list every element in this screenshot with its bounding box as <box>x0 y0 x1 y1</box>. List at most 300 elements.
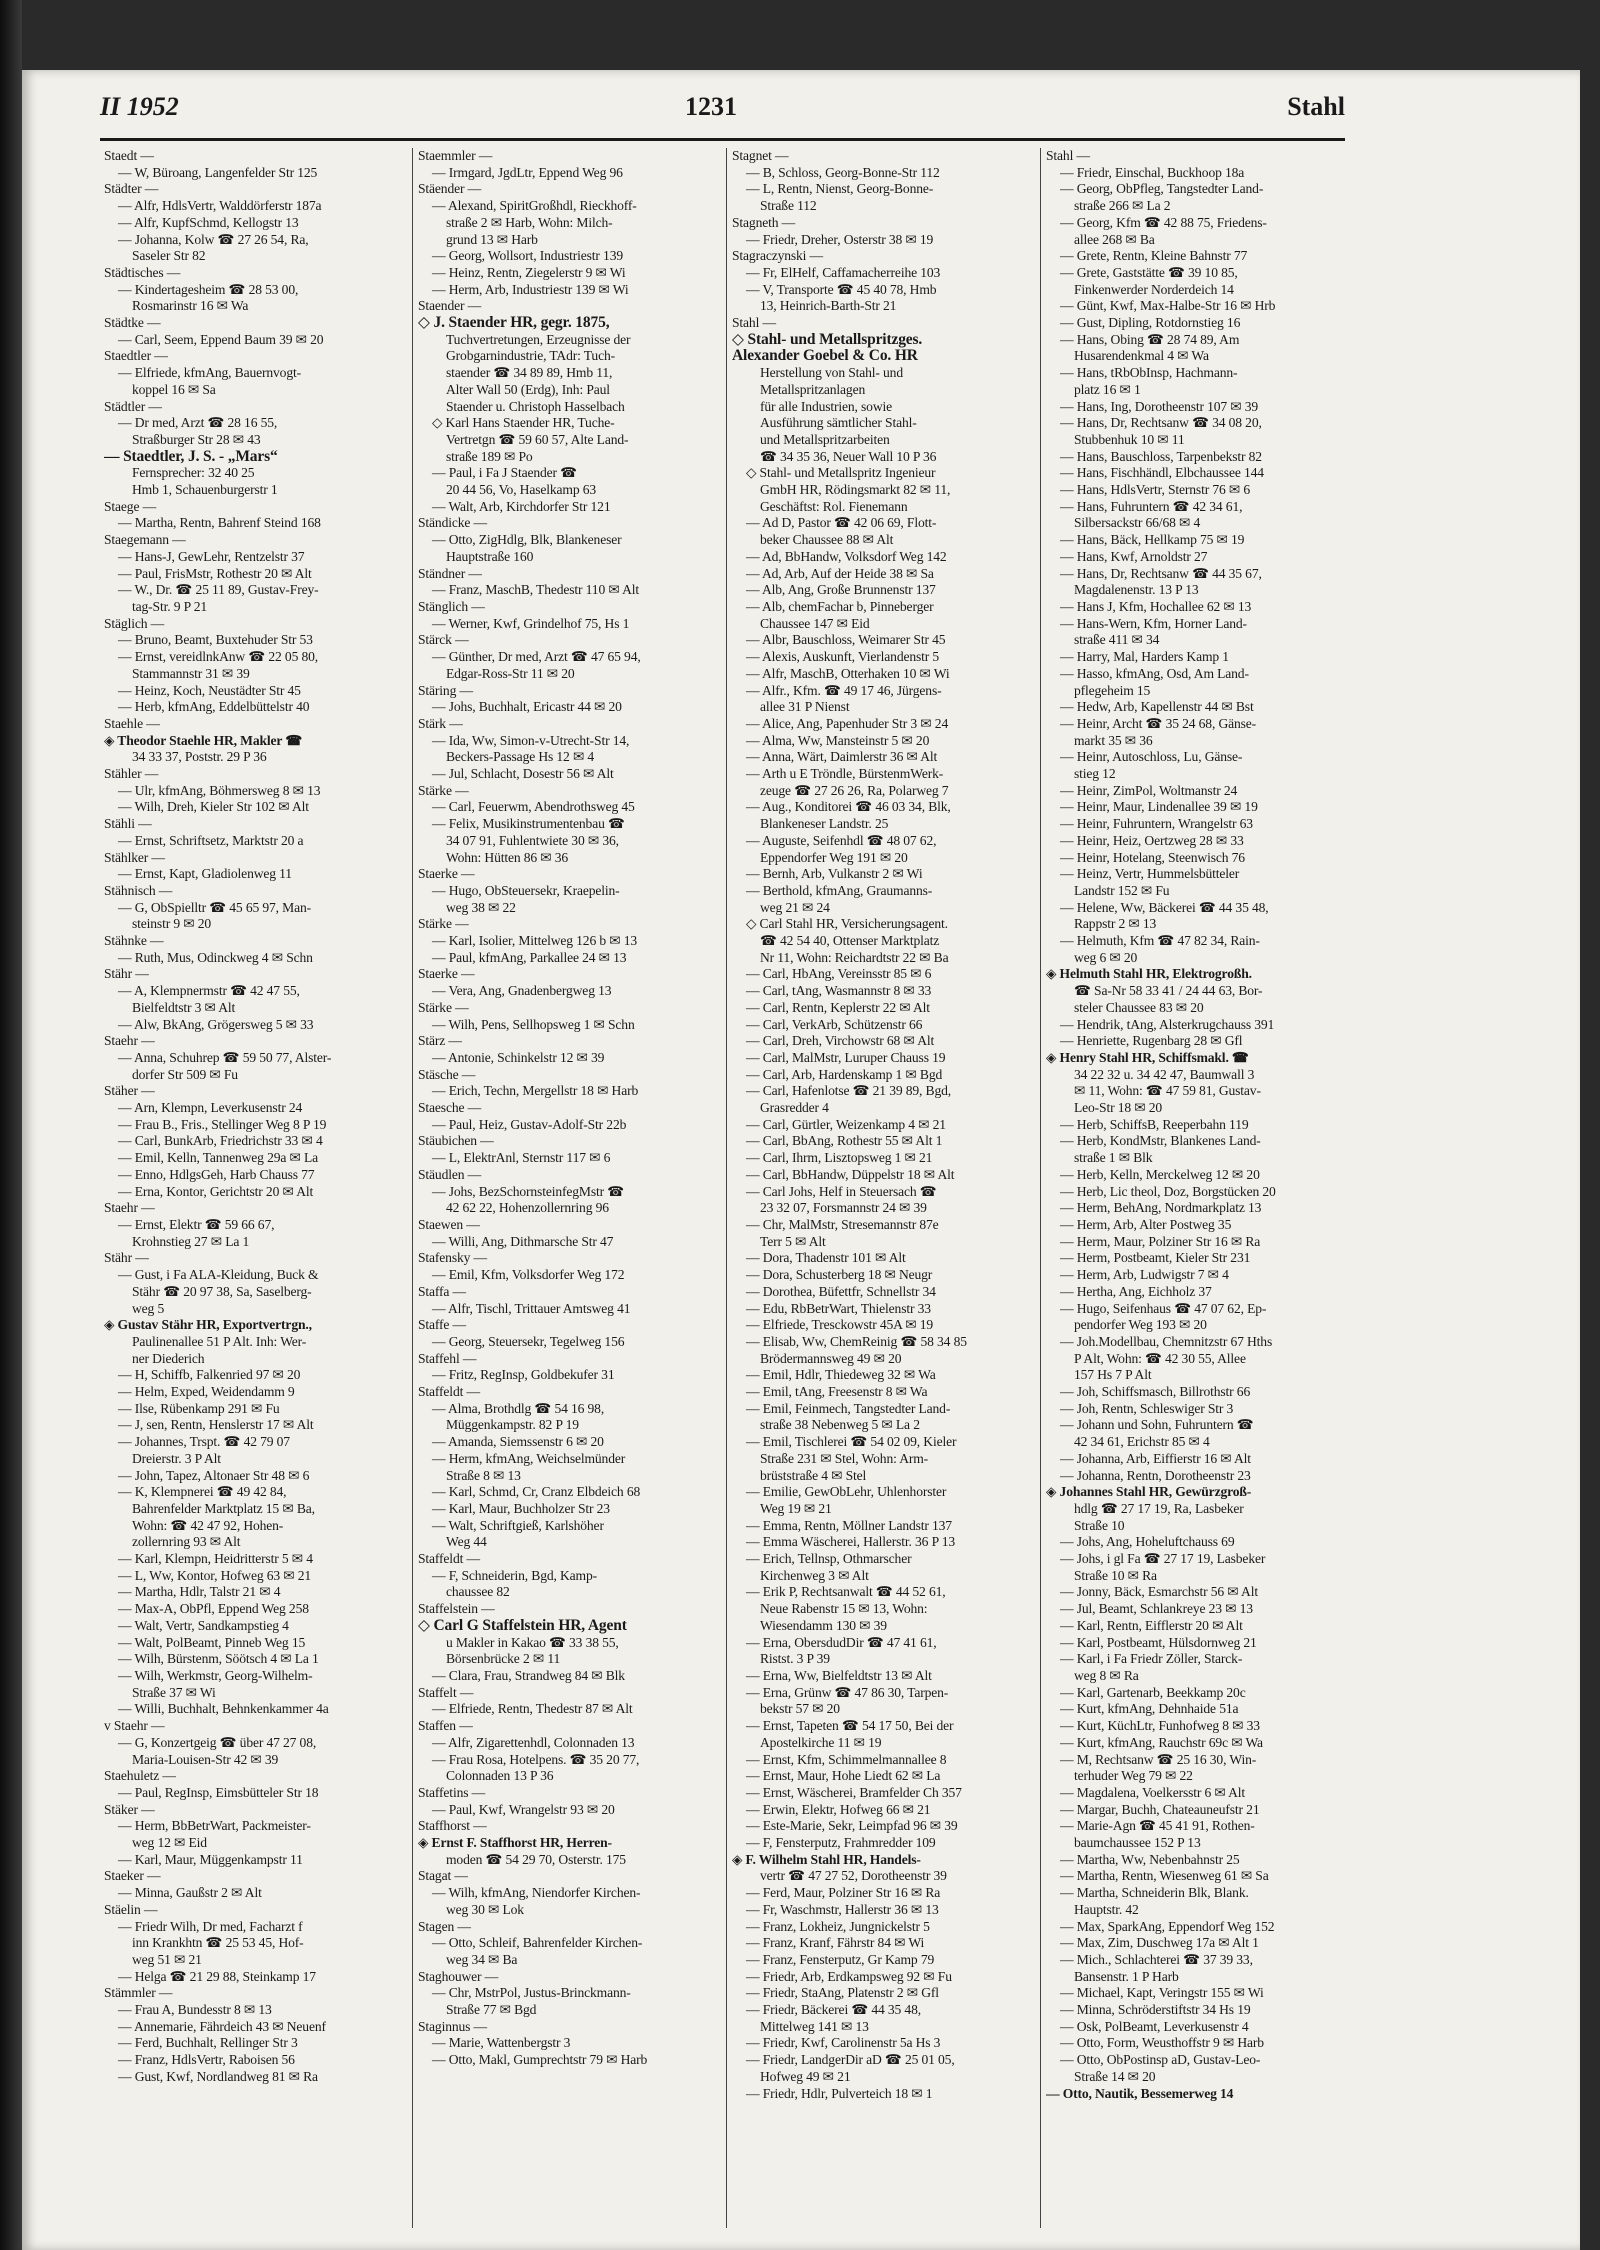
directory-column-2 <box>418 148 720 2240</box>
directory-entry: — Wilh, Pens, Sellhopsweg 1 ✉ Schn <box>432 1016 635 1032</box>
directory-entry: — Erna, ObersdudDir ☎ 47 41 61, <box>746 1634 937 1650</box>
entry-continuation: allee 268 ✉ Ba <box>1074 231 1155 247</box>
directory-entry: — Franz, Kranf, Fährstr 84 ✉ Wi <box>746 1935 925 1951</box>
directory-entry: — B, Schloss, Georg-Bonne-Str 112 <box>746 164 940 180</box>
directory-entry: — Johanna, Kolw ☎ 27 26 54, Ra, <box>118 231 309 247</box>
directory-entry: — Frau A, Bundesstr 8 ✉ 13 <box>118 2002 272 2018</box>
surname-heading: Stärk — <box>418 715 463 731</box>
entry-continuation: ner Diederich <box>132 1350 205 1366</box>
directory-entry: — Heinr, ZimPol, Woltmanstr 24 <box>1060 782 1238 798</box>
directory-entry: — Minna, Gaußstr 2 ✉ Alt <box>118 1885 262 1901</box>
directory-column-3 <box>732 148 1034 2240</box>
directory-entry: — Max, Zim, Duschweg 17a ✉ Alt 1 <box>1060 1935 1259 1951</box>
directory-entry: — Herm, Maur, Polziner Str 16 ✉ Ra <box>1060 1233 1261 1249</box>
entry-continuation: Bielfeldtstr 3 ✉ Alt <box>132 999 236 1015</box>
entry-continuation: Stubbenhuk 10 ✉ 11 <box>1074 431 1185 447</box>
directory-entry: — Werner, Kwf, Grindelhof 75, Hs 1 <box>432 615 630 631</box>
surname-heading: Stagneth — <box>732 214 796 230</box>
entry-continuation: Weg 19 ✉ 21 <box>760 1500 832 1516</box>
directory-entry: — Harry, Mal, Harders Kamp 1 <box>1060 649 1229 665</box>
scan-binding-edge <box>0 0 22 2250</box>
header-rule <box>100 138 1345 141</box>
surname-heading: Staginnus — <box>418 2018 487 2034</box>
entry-continuation: weg 30 ✉ Lok <box>446 1901 524 1917</box>
directory-entry: — Friedr, Bäckerei ☎ 44 35 48, <box>746 2002 921 2018</box>
surname-heading: Stäelin — <box>104 1901 158 1917</box>
directory-entry: — Irmgard, JgdLtr, Eppend Weg 96 <box>432 164 623 180</box>
directory-entry: — Friedr, Arb, Erdkampsweg 92 ✉ Fu <box>746 1968 952 1984</box>
surname-heading: Stagat — <box>418 1868 468 1884</box>
directory-entry: — Jul, Beamt, Schlankreye 23 ✉ 13 <box>1060 1601 1253 1617</box>
surname-heading: Staffa — <box>418 1283 467 1299</box>
directory-entry: — Carl, Arb, Hardenskamp 1 ✉ Bgd <box>746 1066 943 1082</box>
surname-heading: Ständner — <box>418 565 482 581</box>
directory-entry: — Emil, Hdlr, Thiedeweg 32 ✉ Wa <box>746 1367 936 1383</box>
directory-entry: ◈ Johannes Stahl HR, Gewürzgroß- <box>1046 1484 1252 1500</box>
directory-entry: — Otto, Nautik, Bessemerweg 14 <box>1046 2085 1234 2101</box>
entry-continuation: Maria-Louisen-Str 42 ✉ 39 <box>132 1751 279 1767</box>
entry-continuation: moden ☎ 54 29 70, Osterstr. 175 <box>446 1851 626 1867</box>
directory-entry: — Johs, Buchhalt, Ericastr 44 ✉ 20 <box>432 699 622 715</box>
entry-continuation: GmbH HR, Rödingsmarkt 82 ✉ 11, <box>760 482 951 498</box>
directory-entry: — Friedr, Einschal, Buckhoop 18a <box>1060 164 1245 180</box>
directory-entry: — Günther, Dr med, Arzt ☎ 47 65 94, <box>432 649 641 665</box>
directory-entry: — Elfriede, Tresckowstr 45A ✉ 19 <box>746 1317 934 1333</box>
directory-entry: — Carl, BbHandw, Düppelstr 18 ✉ Alt <box>746 1166 955 1182</box>
directory-entry: — Karl, Klempn, Heidritterstr 5 ✉ 4 <box>118 1551 313 1567</box>
directory-entry: — Hasso, kfmAng, Osd, Am Land- <box>1060 665 1249 681</box>
surname-heading: Staedtler — <box>104 348 168 364</box>
directory-entry: — Kurt, kfmAng, Dehnhaide 51a <box>1060 1701 1239 1717</box>
directory-entry: — Alb, Ang, Große Brunnenstr 137 <box>746 582 936 598</box>
directory-entry: — Paul, FrisMstr, Rothestr 20 ✉ Alt <box>118 565 312 581</box>
entry-continuation: weg 38 ✉ 22 <box>446 899 516 915</box>
directory-entry: — Osk, PolBeamt, Leverkusenstr 4 <box>1060 2018 1249 2034</box>
entry-continuation: Eppendorfer Weg 191 ✉ 20 <box>760 849 908 865</box>
surname-heading: Stagnet — <box>732 148 789 163</box>
entry-continuation: inn Krankhtn ☎ 25 53 45, Hof- <box>132 1935 304 1951</box>
directory-entry: — Martha, Rentn, Bahrenf Steind 168 <box>118 515 321 531</box>
entry-continuation: baumchaussee 152 P 13 <box>1074 1835 1201 1851</box>
directory-entry: — Karl, Maur, Buchholzer Str 23 <box>432 1500 610 1516</box>
entry-continuation: Straße 231 ✉ Stel, Wohn: Arm- <box>760 1450 929 1466</box>
directory-entry: — Walt, Vertr, Sandkampstieg 4 <box>118 1617 289 1633</box>
directory-entry: — Heinr, Archt ☎ 35 24 68, Gänse- <box>1060 715 1257 731</box>
directory-entry: — W., Dr. ☎ 25 11 89, Gustav-Frey- <box>118 582 319 598</box>
directory-entry: — Alfr, MaschB, Otterhaken 10 ✉ Wi <box>746 665 950 681</box>
directory-entry: — Herb, KondMstr, Blankenes Land- <box>1060 1133 1261 1149</box>
directory-entry: ◇ Carl G Staffelstein HR, Agent <box>418 1617 627 1634</box>
directory-entry: ◇ Karl Hans Staender HR, Tuche- <box>432 415 615 431</box>
directory-entry: — A, Klempnermstr ☎ 42 47 55, <box>118 983 300 999</box>
directory-entry: — Heinr, Fuhruntern, Wrangelstr 63 <box>1060 816 1253 832</box>
directory-entry: — Emil, tAng, Freesenstr 8 ✉ Wa <box>746 1384 928 1400</box>
directory-entry: — Hendrik, tAng, Alsterkrugchauss 391 <box>1060 1016 1275 1032</box>
directory-entry: — Alfr, KupfSchmd, Kellogstr 13 <box>118 214 299 230</box>
entry-continuation: Blankeneser Landstr. 25 <box>760 816 889 832</box>
directory-entry: — Alfr, HdlsVertr, Walddörferstr 187a <box>118 198 322 214</box>
entry-continuation: Grobgarnindustrie, TAdr: Tuch- <box>446 348 615 364</box>
directory-entry: — Marie-Agn ☎ 45 41 91, Rothen- <box>1060 1818 1255 1834</box>
entry-continuation: straße 189 ✉ Po <box>446 448 533 464</box>
surname-heading: Stähnke — <box>104 933 164 949</box>
entry-continuation: 42 34 61, Erichstr 85 ✉ 4 <box>1074 1434 1210 1450</box>
surname-heading: Staffetins — <box>418 1784 486 1800</box>
entry-continuation: Dreierstr. 3 P Alt <box>132 1450 221 1466</box>
header-volume-year: II 1952 <box>100 92 179 121</box>
directory-entry: — Erna, Ww, Bielfeldtstr 13 ✉ Alt <box>746 1667 932 1683</box>
directory-entry: — Ernst, Maur, Hohe Liedt 62 ✉ La <box>746 1768 941 1784</box>
entry-continuation: Metallspritzanlagen <box>760 381 866 397</box>
directory-entry: — Helga ☎ 21 29 88, Steinkamp 17 <box>118 1968 316 1984</box>
directory-column-4 <box>1046 148 1348 2240</box>
column-divider <box>1040 148 1041 2228</box>
entry-continuation: Straße 14 ✉ 20 <box>1074 2068 1156 2084</box>
directory-entry: — Georg, Steuersekr, Tegelweg 156 <box>432 1333 625 1349</box>
directory-entry: — Franz, Fensterputz, Gr Kamp 79 <box>746 1951 935 1967</box>
entry-continuation: Staender u. Christoph Hasselbach <box>446 398 625 414</box>
entry-continuation: Grasredder 4 <box>760 1100 829 1116</box>
directory-entry: — Friedr, Hdlr, Pulverteich 18 ✉ 1 <box>746 2085 933 2101</box>
entry-continuation: Weg 44 <box>446 1534 487 1550</box>
entry-continuation: Ausführung sämtlicher Stahl- <box>760 415 917 431</box>
directory-entry: — Ferd, Maur, Polziner Str 16 ✉ Ra <box>746 1885 941 1901</box>
directory-entry: — Herb, kfmAng, Eddelbüttelstr 40 <box>118 699 310 715</box>
surname-heading: Staender — <box>418 298 482 314</box>
directory-entry: — Antonie, Schinkelstr 12 ✉ 39 <box>432 1049 605 1065</box>
surname-heading: Staerke — <box>418 966 475 982</box>
directory-entry: — Grete, Rentn, Kleine Bahnstr 77 <box>1060 248 1248 264</box>
directory-entry: — Otto, ZigHdlg, Blk, Blankeneser <box>432 532 622 548</box>
directory-entry: — Ferd, Buchhalt, Rellinger Str 3 <box>118 2035 298 2051</box>
surname-heading: Staffehl — <box>418 1350 477 1366</box>
directory-entry: — Johannes, Trspt. ☎ 42 79 07 <box>118 1434 290 1450</box>
entry-continuation: Bahrenfelder Marktplatz 15 ✉ Ba, <box>132 1500 315 1516</box>
directory-entry: — Heinz, Rentn, Ziegelerstr 9 ✉ Wi <box>432 264 626 280</box>
entry-continuation: weg 34 ✉ Ba <box>446 1951 518 1967</box>
directory-entry: — Otto, ObPostinsp aD, Gustav-Leo- <box>1060 2052 1261 2068</box>
directory-entry: — Johs, i gl Fa ☎ 27 17 19, Lasbeker <box>1060 1551 1266 1567</box>
directory-entry: ◈ F. Wilhelm Stahl HR, Handels- <box>732 1851 921 1867</box>
directory-entry: — Clara, Frau, Strandweg 84 ✉ Blk <box>432 1667 625 1683</box>
entry-continuation: Straßburger Str 28 ✉ 43 <box>132 431 261 447</box>
entry-continuation: beker Chaussee 88 ✉ Alt <box>760 532 894 548</box>
directory-entry: — Friedr, Kwf, Carolinenstr 5a Hs 3 <box>746 2035 941 2051</box>
directory-entry: ◈ Henry Stahl HR, Schiffsmakl. ☎ <box>1046 1049 1249 1065</box>
surname-heading: Staffe — <box>418 1317 467 1333</box>
surname-heading: Stählker — <box>104 849 165 865</box>
entry-continuation: hdlg ☎ 27 17 19, Ra, Lasbeker <box>1074 1500 1244 1516</box>
directory-entry: — Martha, Hdlr, Talstr 21 ✉ 4 <box>118 1584 281 1600</box>
entry-continuation: Beckers-Passage Hs 12 ✉ 4 <box>446 749 595 765</box>
entry-continuation: Alter Wall 50 (Erdg), Inh: Paul <box>446 381 610 397</box>
surname-heading: Stäring — <box>418 682 473 698</box>
entry-continuation: Husarendenkmal 4 ✉ Wa <box>1074 348 1209 364</box>
entry-continuation: Wohn: ☎ 42 47 92, Hohen- <box>132 1517 284 1533</box>
directory-entry: — G, ObSpielltr ☎ 45 65 97, Man- <box>118 899 311 915</box>
directory-entry: — Heinr, Hotelang, Steenwisch 76 <box>1060 849 1245 865</box>
directory-entry: — Ilse, Rübenkamp 291 ✉ Fu <box>118 1400 280 1416</box>
directory-entry: — Bernh, Arb, Vulkanstr 2 ✉ Wi <box>746 866 923 882</box>
surname-heading: Staemmler — <box>418 148 493 163</box>
directory-entry: — Hans, HdlsVertr, Sternstr 76 ✉ 6 <box>1060 482 1250 498</box>
directory-entry: — F, Fensterputz, Frahmredder 109 <box>746 1835 936 1851</box>
directory-entry: — Felix, Musikinstrumentenbau ☎ <box>432 816 625 832</box>
directory-entry: — Hertha, Ang, Eichholz 37 <box>1060 1283 1212 1299</box>
directory-entry: — Paul, RegInsp, Eimsbütteler Str 18 <box>118 1784 319 1800</box>
directory-entry: — Heinr, Maur, Lindenallee 39 ✉ 19 <box>1060 799 1258 815</box>
directory-entry: — Hans-J, GewLehr, Rentzelstr 37 <box>118 548 305 564</box>
entry-continuation: straße 38 Nebenweg 5 ✉ La 2 <box>760 1417 920 1433</box>
directory-entry: — Joh, Schiffsmasch, Billrothstr 66 <box>1060 1384 1251 1400</box>
directory-entry: — Ruth, Mus, Odinckweg 4 ✉ Schn <box>118 949 313 965</box>
directory-entry: — Max, SparkAng, Eppendorf Weg 152 <box>1060 1918 1275 1934</box>
directory-entry: — Alfr, Tischl, Trittauer Amtsweg 41 <box>432 1300 631 1316</box>
directory-entry: — Erich, Tellnsp, Othmarscher <box>746 1551 912 1567</box>
directory-entry: — Emil, Tischlerei ☎ 54 02 09, Kieler <box>746 1434 957 1450</box>
directory-entry: — Kurt, kfmAng, Rauchstr 69c ✉ Wa <box>1060 1734 1263 1750</box>
entry-continuation: Edgar-Ross-Str 11 ✉ 20 <box>446 665 575 681</box>
entry-continuation: Straße 10 <box>1074 1517 1125 1533</box>
directory-entry: — Heinr, Heiz, Oertzweg 28 ✉ 33 <box>1060 832 1244 848</box>
directory-entry: — Hans, Kwf, Arnoldstr 27 <box>1060 548 1208 564</box>
directory-entry: — Jul, Schlacht, Dosestr 56 ✉ Alt <box>432 766 614 782</box>
directory-entry: — Herm, Arb, Industriestr 139 ✉ Wi <box>432 281 629 297</box>
directory-entry: — Karl, Isolier, Mittelweg 126 b ✉ 13 <box>432 933 638 949</box>
directory-entry: — Kindertagesheim ☎ 28 53 00, <box>118 281 299 297</box>
directory-entry: — Henriette, Rugenbarg 28 ✉ Gfl <box>1060 1033 1243 1049</box>
directory-entry: — Alfr., Kfm. ☎ 49 17 46, Jürgens- <box>746 682 942 698</box>
surname-heading: Stäender — <box>418 181 482 197</box>
directory-entry: — Carl, Gürtler, Weizenkamp 4 ✉ 21 <box>746 1116 946 1132</box>
directory-entry: — M, Rechtsanw ☎ 25 16 30, Win- <box>1060 1751 1257 1767</box>
directory-entry: — John, Tapez, Altonaer Str 48 ✉ 6 <box>118 1467 310 1483</box>
directory-entry: — Fritz, RegInsp, Goldbekufer 31 <box>432 1367 615 1383</box>
directory-entry: — Bruno, Beamt, Buxtehuder Str 53 <box>118 632 313 648</box>
entry-continuation: tag-Str. 9 P 21 <box>132 598 208 614</box>
directory-entry: — Frau B., Fris., Stellinger Weg 8 P 19 <box>118 1116 327 1132</box>
directory-entry: — Emil, Kelln, Tannenweg 29a ✉ La <box>118 1150 319 1166</box>
directory-entry: — Walt, Schriftgieß, Karlshöher <box>432 1517 604 1533</box>
directory-entry: — Amanda, Siemssenstr 6 ✉ 20 <box>432 1434 604 1450</box>
page-header <box>100 92 1345 132</box>
entry-continuation: Kirchenweg 3 ✉ Alt <box>760 1567 869 1583</box>
directory-entry: — Mich., Schlachterei ☎ 37 39 33, <box>1060 1951 1253 1967</box>
directory-entry: — Vera, Ang, Gnadenbergweg 13 <box>432 983 612 999</box>
entry-continuation: brüststraße 4 ✉ Stel <box>760 1467 867 1483</box>
directory-entry: ◇ Stahl- und Metallspritzges. <box>732 331 923 348</box>
directory-entry: — Martha, Schneiderin Blk, Blank. <box>1060 1885 1249 1901</box>
column-divider <box>726 148 727 2228</box>
directory-entry: — Hans, Bauschloss, Tarpenbekstr 82 <box>1060 448 1262 464</box>
directory-entry: — Enno, HdlgsGeh, Harb Chauss 77 <box>118 1166 315 1182</box>
surname-heading: Stähler — <box>104 766 159 782</box>
entry-continuation: Krohnstieg 27 ✉ La 1 <box>132 1233 250 1249</box>
directory-entry: — Georg, Kfm ☎ 42 88 75, Friedens- <box>1060 214 1267 230</box>
directory-entry: — Carl, HbAng, Vereinsstr 85 ✉ 6 <box>746 966 932 982</box>
surname-heading: Staghouwer — <box>418 1968 499 1984</box>
surname-heading: Staehr — <box>104 1033 155 1049</box>
directory-entry: — Hans J, Kfm, Hochallee 62 ✉ 13 <box>1060 598 1252 614</box>
entry-continuation: Müggenkampstr. 82 P 19 <box>446 1417 579 1433</box>
surname-heading: Stähnisch — <box>104 882 173 898</box>
directory-entry: — Heinr, Autoschloss, Lu, Gänse- <box>1060 749 1243 765</box>
directory-entry: — Herm, Postbeamt, Kieler Str 231 <box>1060 1250 1251 1266</box>
directory-entry: — Heinz, Vertr, Hummelsbütteler <box>1060 866 1240 882</box>
entry-continuation: weg 6 ✉ 20 <box>1074 949 1138 965</box>
directory-entry: — Wilh, Werkmstr, Georg-Wilhelm- <box>118 1667 313 1683</box>
directory-entry: — Walt, Arb, Kirchdorfer Str 121 <box>432 498 611 514</box>
entry-continuation: Herstellung von Stahl- und <box>760 365 903 381</box>
directory-entry: ◈ Gustav Stähr HR, Exportvertrgn., <box>104 1317 312 1333</box>
surname-heading: Staegemann — <box>104 532 186 548</box>
surname-heading: Stähr — <box>104 1250 149 1266</box>
directory-entry: — Ernst, Tapeten ☎ 54 17 50, Bei der <box>746 1718 954 1734</box>
directory-entry: Alexander Goebel & Co. HR <box>732 348 918 365</box>
entry-continuation: pendorfer Weg 193 ✉ 20 <box>1074 1317 1207 1333</box>
directory-entry: — Helene, Ww, Bäckerei ☎ 44 35 48, <box>1060 899 1269 915</box>
directory-entry: — Johs, BezSchornsteinfegMstr ☎ <box>432 1183 625 1199</box>
directory-entry: — Hans, Obing ☎ 28 74 89, Am <box>1060 331 1240 347</box>
directory-entry: — Paul, Heiz, Gustav-Adolf-Str 22b <box>432 1116 627 1132</box>
directory-entry: — Carl, Rentn, Keplerstr 22 ✉ Alt <box>746 999 930 1015</box>
directory-entry: — Johs, Ang, Hoheluftchauss 69 <box>1060 1534 1235 1550</box>
directory-entry: — Hans, Fuhruntern ☎ 42 34 61, <box>1060 498 1243 514</box>
directory-entry: — Berthold, kfmAng, Graumanns- <box>746 882 933 898</box>
entry-continuation: platz 16 ✉ 1 <box>1074 381 1141 397</box>
directory-entry: — Carl, tAng, Wasmannstr 8 ✉ 33 <box>746 983 932 999</box>
surname-heading: Stäher — <box>104 1083 155 1099</box>
directory-entry: — Dr med, Arzt ☎ 28 16 55, <box>118 415 278 431</box>
entry-continuation: Wohn: Hütten 86 ✉ 36 <box>446 849 569 865</box>
directory-entry: — Carl, Dreh, Virchowstr 68 ✉ Alt <box>746 1033 935 1049</box>
directory-entry: — Paul, kfmAng, Parkallee 24 ✉ 13 <box>432 949 627 965</box>
directory-entry: — L, ElektrAnl, Sternstr 117 ✉ 6 <box>432 1150 611 1166</box>
surname-heading: Staeker — <box>104 1868 161 1884</box>
directory-entry: — Grete, Gaststätte ☎ 39 10 85, <box>1060 264 1238 280</box>
entry-continuation: Straße 112 <box>760 198 817 214</box>
directory-entry: — Franz, HdlsVertr, Raboisen 56 <box>118 2052 295 2068</box>
directory-entry: — Georg, Wollsort, Industriestr 139 <box>432 248 624 264</box>
surname-heading: Staffelt — <box>418 1684 474 1700</box>
directory-entry: — Carl, MalMstr, Luruper Chauss 19 <box>746 1049 946 1065</box>
surname-heading: Staerke — <box>418 866 475 882</box>
directory-entry: — Karl, Rentn, Eifflerstr 20 ✉ Alt <box>1060 1617 1243 1633</box>
directory-entry: — Alexis, Auskunft, Vierlandenstr 5 <box>746 649 940 665</box>
entry-continuation: terhuder Weg 79 ✉ 22 <box>1074 1768 1193 1784</box>
directory-entry: — Franz, Lokheiz, Jungnickelstr 5 <box>746 1918 930 1934</box>
entry-continuation: Brödermannsweg 49 ✉ 20 <box>760 1350 902 1366</box>
directory-entry: ◈ Theodor Staehle HR, Makler ☎ <box>104 732 303 748</box>
page-number: 1231 <box>685 92 737 121</box>
entry-continuation: 34 07 91, Fuhlentwiete 30 ✉ 36, <box>446 832 619 848</box>
surname-heading: Stäudlen — <box>418 1166 482 1182</box>
entry-continuation: Straße 10 ✉ Ra <box>1074 1567 1157 1583</box>
directory-entry: — Otto, Form, Weusthoffstr 9 ✉ Harb <box>1060 2035 1264 2051</box>
surname-heading: Stähr — <box>104 966 149 982</box>
directory-entry: — Erik P, Rechtsanwalt ☎ 44 52 61, <box>746 1584 946 1600</box>
directory-entry: ◈ Helmuth Stahl HR, Elektrogroßh. <box>1046 966 1252 982</box>
entry-continuation: Leo-Str 18 ✉ 20 <box>1074 1100 1163 1116</box>
directory-entry: — Karl, Schmd, Cr, Cranz Elbdeich 68 <box>432 1484 641 1500</box>
directory-entry: — Hans, Fischhändl, Elbchaussee 144 <box>1060 465 1264 481</box>
directory-entry: — Staedtler, J. S. - „Mars“ <box>104 448 278 465</box>
entry-continuation: ☎ 42 54 40, Ottenser Marktplatz <box>760 933 940 949</box>
directory-entry: — Magdalena, Voelkersstr 6 ✉ Alt <box>1060 1784 1246 1800</box>
entry-continuation: koppel 16 ✉ Sa <box>132 381 216 397</box>
surname-heading: Staesche — <box>418 1100 482 1116</box>
entry-continuation: Colonnaden 13 P 36 <box>446 1768 554 1784</box>
surname-heading: Stänglich — <box>418 598 485 614</box>
directory-entry: — Dora, Thadenstr 101 ✉ Alt <box>746 1250 906 1266</box>
entry-continuation: straße 2 ✉ Harb, Wohn: Milch- <box>446 214 613 230</box>
entry-continuation: chaussee 82 <box>446 1584 510 1600</box>
directory-entry: — Erich, Techn, Mergellstr 18 ✉ Harb <box>432 1083 639 1099</box>
entry-continuation: zeuge ☎ 27 26 26, Ra, Polarweg 7 <box>760 782 949 798</box>
directory-entry: — Jonny, Bäck, Esmarchstr 56 ✉ Alt <box>1060 1584 1258 1600</box>
surname-heading: Staehr — <box>104 1200 155 1216</box>
directory-entry: — Carl, VerkArb, Schützenstr 66 <box>746 1016 923 1032</box>
directory-entry: — Carl, Hafenlotse ☎ 21 39 89, Bgd, <box>746 1083 951 1099</box>
entry-continuation: ☎ Sa-Nr 58 33 41 / 24 44 63, Bor- <box>1074 983 1263 999</box>
directory-entry: — Hugo, Seifenhaus ☎ 47 07 62, Ep- <box>1060 1300 1267 1316</box>
directory-entry: — W, Büroang, Langenfelder Str 125 <box>118 164 318 180</box>
directory-entry: — Alma, Ww, Mansteinstr 5 ✉ 20 <box>746 732 930 748</box>
entry-continuation: Straße 77 ✉ Bgd <box>446 2002 537 2018</box>
directory-entry: — Martha, Rentn, Wiesenweg 61 ✉ Sa <box>1060 1868 1269 1884</box>
surname-heading: Städter — <box>104 181 159 197</box>
directory-entry: — Este-Marie, Sekr, Leimpfad 96 ✉ 39 <box>746 1818 958 1834</box>
directory-entry: — Willi, Buchhalt, Behnkenkammer 4a <box>118 1701 329 1717</box>
entry-continuation: weg 21 ✉ 24 <box>760 899 830 915</box>
directory-entry: — Carl, BunkArb, Friedrichstr 33 ✉ 4 <box>118 1133 323 1149</box>
directory-entry: — Herb, Lic theol, Doz, Borgstücken 20 <box>1060 1183 1276 1199</box>
entry-continuation: staender ☎ 34 89 89, Hmb 11, <box>446 365 613 381</box>
directory-entry: — Hans, tRbObInsp, Hachmann- <box>1060 365 1238 381</box>
directory-entry: ◇ J. Staender HR, gegr. 1875, <box>418 315 610 332</box>
directory-entry: — Ernst, Kapt, Gladiolenweg 11 <box>118 866 292 882</box>
directory-entry: — Elisab, Ww, ChemReinig ☎ 58 34 85 <box>746 1333 967 1349</box>
directory-entry: — Wilh, Dreh, Kieler Str 102 ✉ Alt <box>118 799 309 815</box>
entry-continuation: Neue Rabenstr 15 ✉ 13, Wohn: <box>760 1601 928 1617</box>
entry-continuation: 34 33 37, Poststr. 29 P 36 <box>132 749 267 765</box>
surname-heading: Stärke — <box>418 999 469 1015</box>
directory-entry: — Erna, Grünw ☎ 47 86 30, Tarpen- <box>746 1684 949 1700</box>
entry-continuation: bekstr 57 ✉ 20 <box>760 1701 840 1717</box>
directory-entry: — Paul, Kwf, Wrangelstr 93 ✉ 20 <box>432 1801 615 1817</box>
entry-continuation: ☎ 34 35 36, Neuer Wall 10 P 36 <box>760 448 937 464</box>
directory-entry: — Ad, Arb, Auf der Heide 38 ✉ Sa <box>746 565 934 581</box>
entry-continuation: 13, Heinrich-Barth-Str 21 <box>760 298 897 314</box>
entry-continuation: weg 51 ✉ 21 <box>132 1951 202 1967</box>
directory-entry: — Friedr, StaAng, Platenstr 2 ✉ Gfl <box>746 1985 939 2001</box>
directory-entry: — Hans, Bäck, Hellkamp 75 ✉ 19 <box>1060 532 1245 548</box>
directory-entry: — V, Transporte ☎ 45 40 78, Hmb <box>746 281 937 297</box>
directory-entry: — Fr, ElHelf, Caffamacherreihe 103 <box>746 264 941 280</box>
directory-entry: — Alfr, Zigarettenhdl, Colonnaden 13 <box>432 1734 635 1750</box>
directory-entry: — Herb, SchiffsB, Reeperbahn 119 <box>1060 1116 1249 1132</box>
header-running-title: Stahl <box>1287 92 1345 121</box>
directory-entry: — Hans-Wern, Kfm, Horner Land- <box>1060 615 1247 631</box>
entry-continuation: Landstr 152 ✉ Fu <box>1074 882 1170 898</box>
directory-entry: — Alice, Ang, Papenhuder Str 3 ✉ 24 <box>746 715 949 731</box>
entry-continuation: Hofweg 49 ✉ 21 <box>760 2068 851 2084</box>
directory-entry: — Emil, Feinmech, Tangstedter Land- <box>746 1400 951 1416</box>
directory-entry: — Dorothea, Büfettfr, Schnellstr 34 <box>746 1283 936 1299</box>
directory-entry: — Alexand, SpiritGroßhdl, Rieckhoff- <box>432 198 637 214</box>
directory-entry: — Herb, Kelln, Merckelweg 12 ✉ 20 <box>1060 1166 1260 1182</box>
entry-continuation: für alle Industrien, sowie <box>760 398 892 414</box>
